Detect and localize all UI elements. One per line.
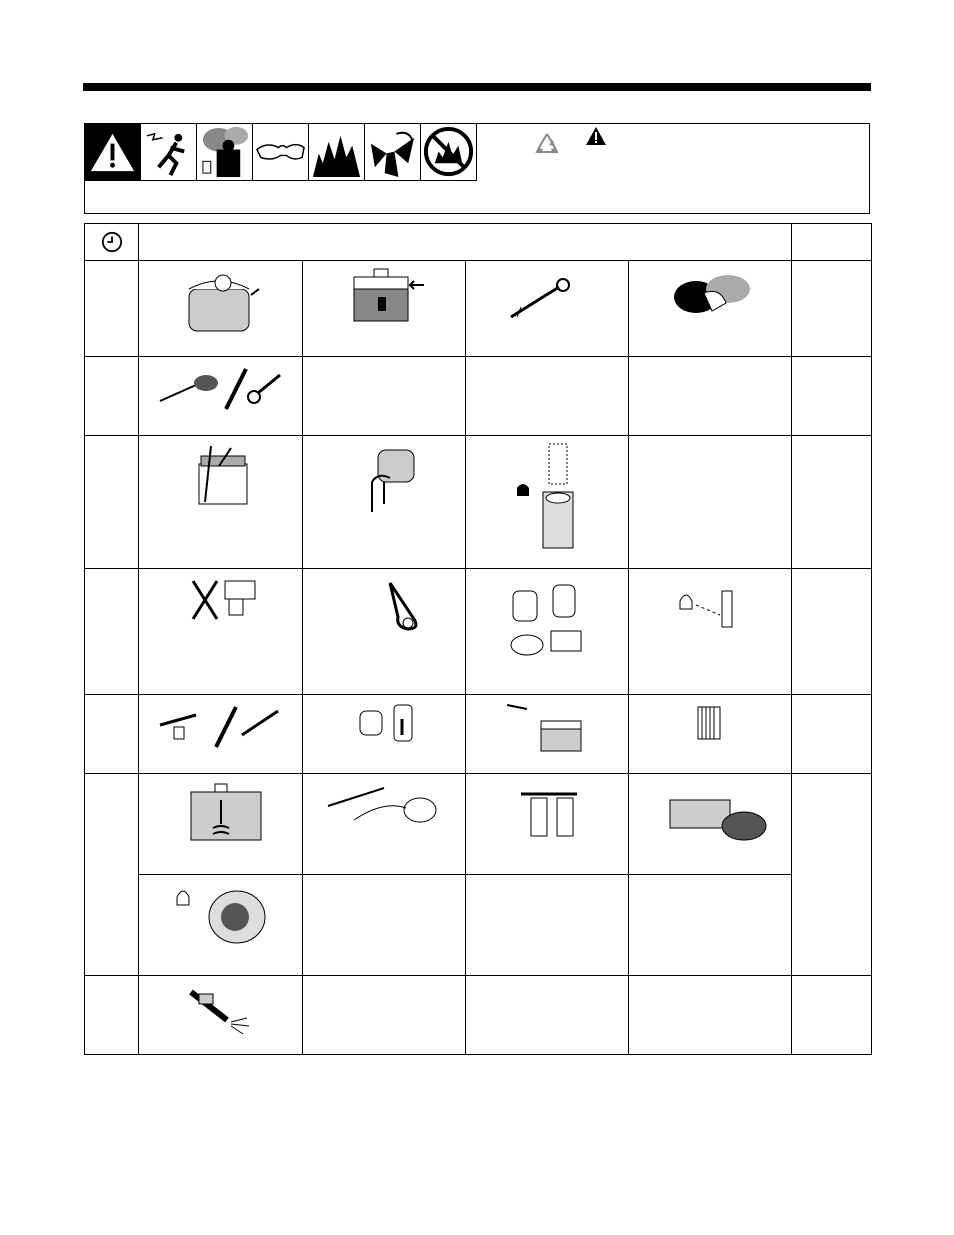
maintenance-schedule-table: [84, 223, 872, 1055]
fuel-level-icon: [334, 267, 434, 327]
table-header-row: [85, 224, 872, 261]
table-row: [85, 436, 872, 569]
coolant-level-icon: [171, 780, 271, 845]
spark-plug-muffler-icon: [660, 575, 760, 635]
electric-shock-icon: [141, 124, 197, 181]
safety-glasses-icon: [253, 124, 309, 181]
sediment-bowl-icon: [497, 780, 597, 845]
caution-triangle-icon: [585, 126, 607, 146]
fuel-tank-cap-icon: [171, 267, 271, 337]
oil-filter-change-icon: [497, 575, 597, 675]
table-row: [85, 875, 872, 976]
table-row: [85, 976, 872, 1055]
safety-symbols-panel: [84, 123, 870, 214]
wire-brush-wrench-icon: [156, 363, 286, 413]
warning-triangle-icon: [85, 124, 141, 181]
no-flame-icon: [421, 124, 477, 181]
battery-terminals-icon: [171, 442, 271, 512]
recycle-icon: [531, 130, 563, 162]
air-cleaner-icon: [334, 442, 434, 517]
table-row: [85, 695, 872, 774]
moving-parts-icon: [365, 124, 421, 181]
table-row: [85, 569, 872, 695]
clock-icon: [101, 231, 123, 253]
welding-cables-icon: [156, 701, 286, 751]
fuel-line-icon: [497, 701, 597, 756]
air-filter-element-icon: [497, 442, 597, 552]
interval-header-cell: [85, 224, 139, 261]
top-rule: [83, 83, 871, 91]
notes-header-cell: [792, 224, 872, 261]
warning-labels-icon: [171, 575, 271, 625]
fuel-filter-icon: [334, 701, 434, 751]
wipe-clean-icon: [660, 267, 760, 327]
oil-tray-icon: [650, 780, 770, 850]
table-row: [85, 261, 872, 357]
fire-icon: [309, 124, 365, 181]
fan-belt-icon: [334, 575, 434, 635]
injector-spray-icon: [171, 982, 271, 1037]
table-row: [85, 357, 872, 436]
dipstick-icon: [497, 267, 597, 327]
fumes-icon: [197, 124, 253, 181]
cable-reel-icon: [324, 780, 444, 840]
magneto-icon: [161, 881, 281, 946]
radiator-icon: [660, 701, 760, 751]
tasks-header-cell: [139, 224, 792, 261]
table-row: [85, 774, 872, 875]
